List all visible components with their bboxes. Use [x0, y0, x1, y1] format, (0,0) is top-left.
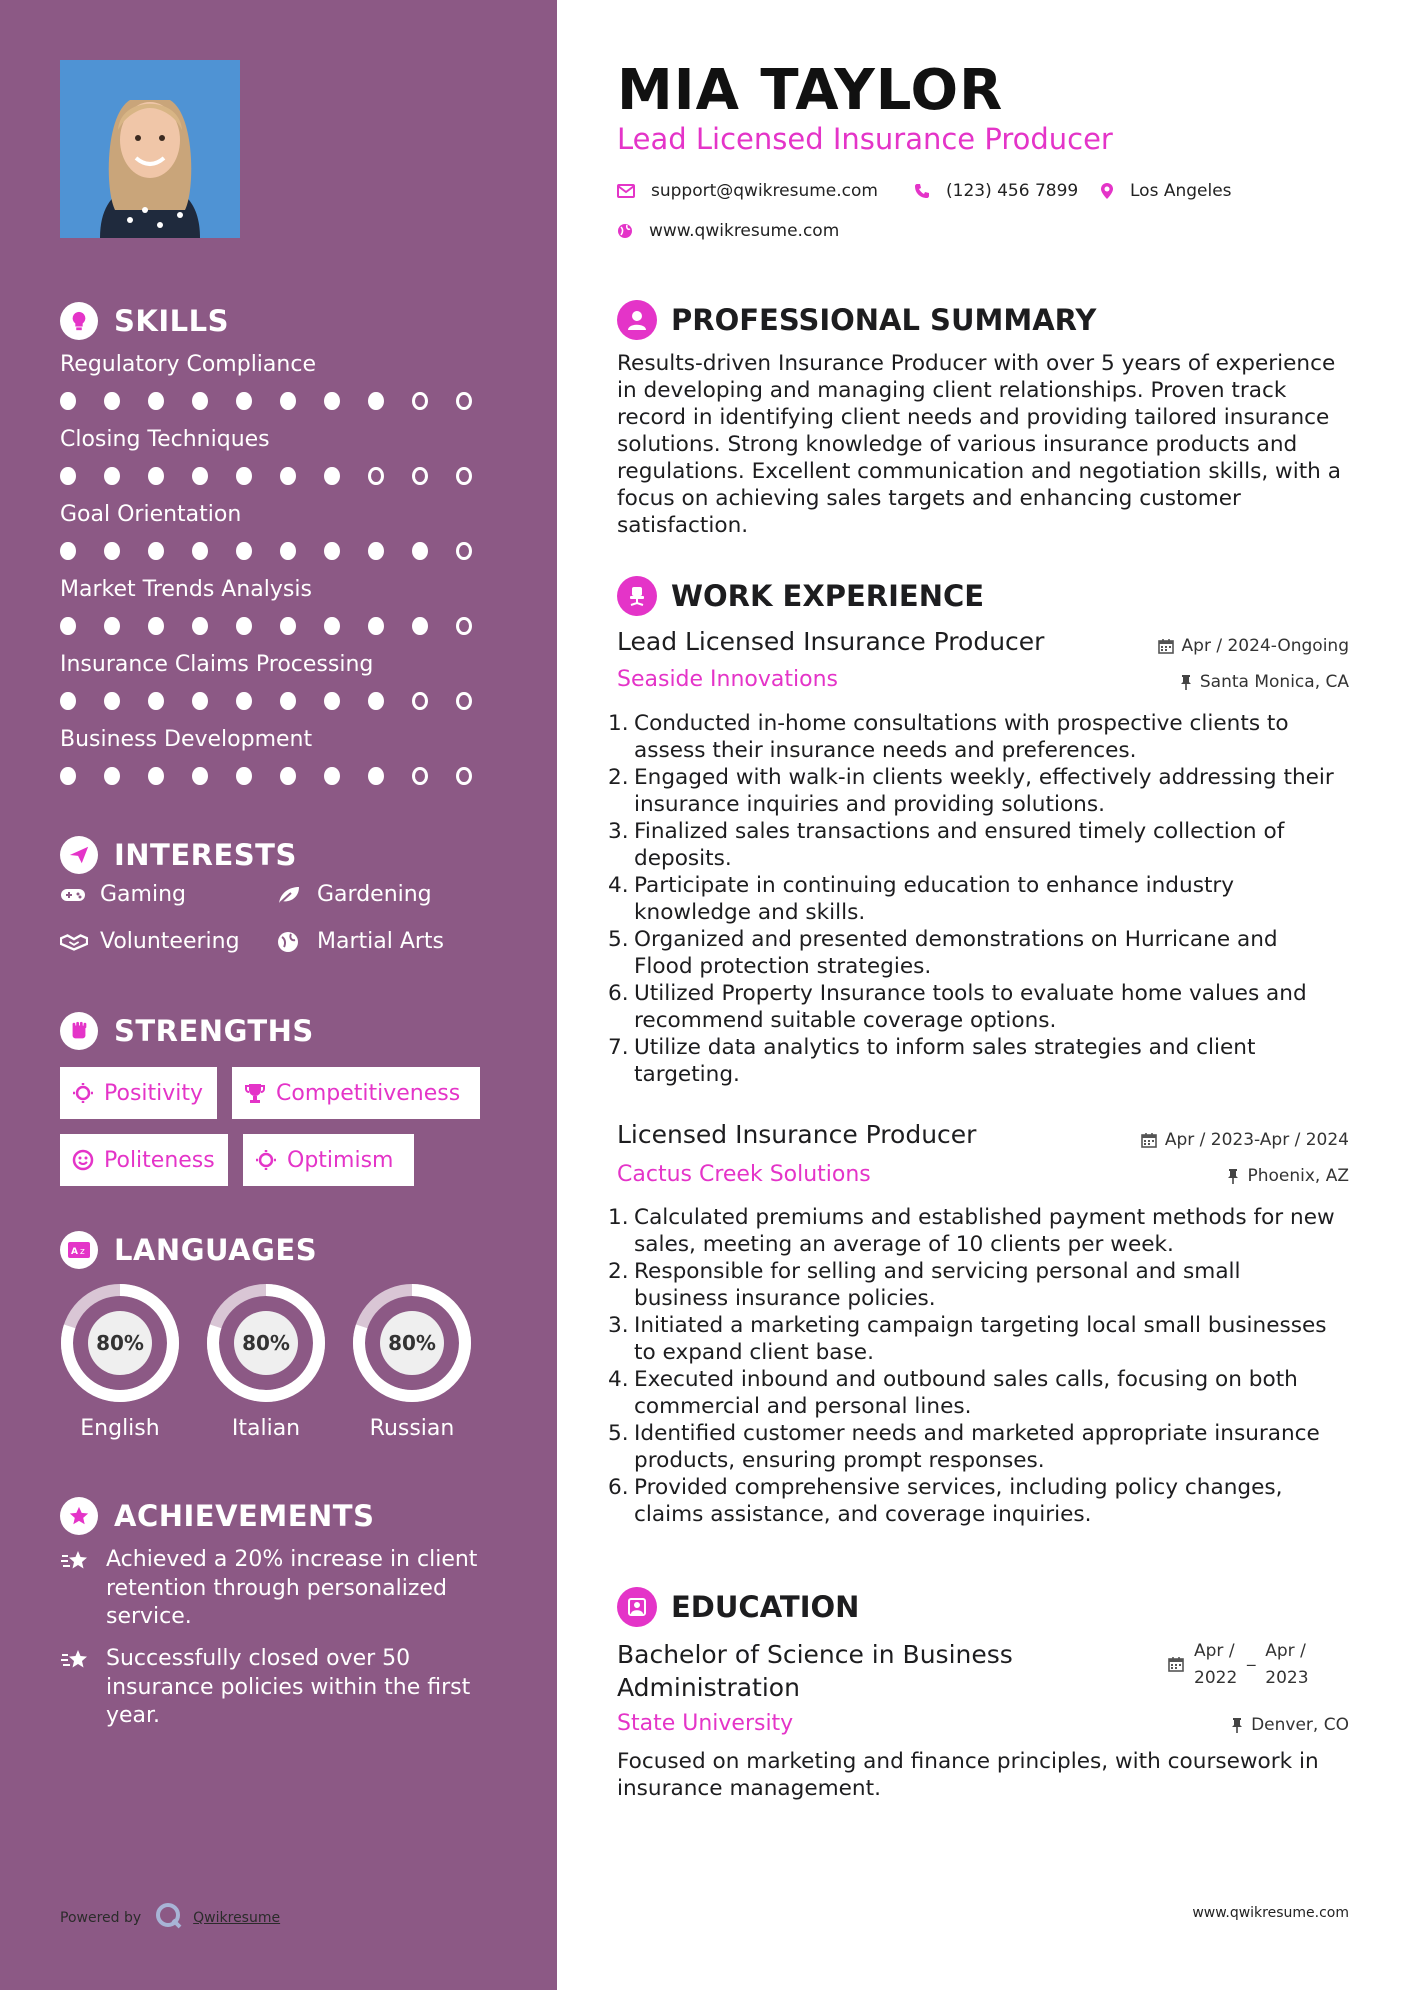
rating-dot-filled [236, 467, 252, 485]
bullet-text: Responsible for selling and servicing personal and small business insurance policies. [634, 1259, 1241, 1311]
job-bullet [608, 1258, 1338, 1312]
skill-item [60, 352, 500, 410]
bullet-text: Conducted in-home consultations with prospective clients to assess their insurance needs and preferences. [634, 711, 1289, 763]
graduate-icon [617, 1587, 657, 1627]
user-icon [617, 300, 657, 340]
rating-dot-filled [60, 767, 76, 785]
achievement-item [60, 1546, 500, 1632]
language-name: Russian [369, 1416, 455, 1441]
bullet-number: 6. [608, 1475, 629, 1500]
lightbulb-icon [60, 302, 98, 340]
rating-dot-filled [280, 617, 296, 635]
rating-dot-empty [456, 692, 472, 710]
rating-dot-filled [104, 392, 120, 410]
interest-label: Gaming [100, 882, 186, 907]
svg-text:A: A [71, 1247, 78, 1257]
paper-plane-icon [60, 836, 98, 874]
rating-dot-empty [412, 392, 428, 410]
rating-dot-empty [412, 467, 428, 485]
degree-title: Bachelor of Science in Business Administration [617, 1640, 1013, 1702]
rating-dot-empty [368, 467, 384, 485]
bullet-number: 6. [608, 981, 629, 1006]
rating-dot-filled [192, 392, 208, 410]
summary-heading-text: PROFESSIONAL SUMMARY [671, 303, 1097, 337]
rating-dot-filled [60, 617, 76, 635]
job-location [1227, 1166, 1349, 1186]
skill-name: Insurance Claims Processing [60, 652, 374, 677]
skill-name: Goal Orientation [60, 502, 242, 527]
date-separator: _ [1247, 1647, 1256, 1667]
summary-heading [617, 300, 1096, 340]
rating-dot-empty [456, 542, 472, 560]
rating-dot-filled [148, 617, 164, 635]
shooting-star-icon [60, 1548, 94, 1632]
job-bullet [608, 764, 1338, 818]
bullet-text: Engaged with walk-in clients weekly, effectively addressing their insurance inquiries and providing solutions. [634, 765, 1334, 817]
school-location-text: Denver, CO [1251, 1715, 1349, 1735]
language-name: Italian [231, 1416, 301, 1441]
rating-dot-filled [280, 392, 296, 410]
rating-dot-filled [60, 467, 76, 485]
skill-rating [60, 692, 500, 710]
bullet-number: 2. [608, 765, 629, 790]
rating-dot-filled [324, 392, 340, 410]
language-gauge [203, 1280, 329, 1406]
job-title: Licensed Insurance Producer [617, 1120, 977, 1149]
bullet-number: 3. [608, 1313, 629, 1338]
bullet-text: Utilized Property Insurance tools to evaluate home values and recommend suitable coverage options. [634, 981, 1307, 1033]
rating-dot-filled [236, 692, 252, 710]
trophy-icon [244, 1082, 266, 1104]
rating-dot-empty [456, 617, 472, 635]
job-bullet [608, 1204, 1338, 1258]
skill-item [60, 652, 500, 710]
rating-dot-filled [148, 692, 164, 710]
education-start-year: 2022 [1194, 1668, 1238, 1688]
bullet-number: 5. [608, 927, 629, 952]
job-title: Lead Licensed Insurance Producer [617, 627, 1045, 656]
qwikresume-logo-icon [155, 1902, 183, 1934]
envelope-icon [617, 184, 635, 198]
skill-name: Regulatory Compliance [60, 352, 316, 377]
bullet-text: Executed inbound and outbound sales calls, focusing on both commercial and personal lines. [634, 1367, 1298, 1419]
achievements-heading-text: ACHIEVEMENTS [114, 1499, 375, 1533]
globe-icon [277, 931, 305, 953]
rating-dot-empty [456, 467, 472, 485]
job-bullet [608, 926, 1338, 980]
rating-dot-filled [104, 617, 120, 635]
skills-heading [60, 302, 229, 340]
gamepad-icon [60, 884, 88, 906]
strength-positivity [60, 1067, 217, 1119]
job-bullet [608, 818, 1338, 872]
rating-dot-filled [236, 617, 252, 635]
bullet-number: 2. [608, 1259, 629, 1284]
sun-icon [72, 1082, 94, 1104]
phone-icon [914, 183, 930, 199]
rating-dot-filled [104, 692, 120, 710]
powered-by [60, 1902, 280, 1934]
skill-rating [60, 467, 500, 485]
calendar-icon [1158, 638, 1174, 654]
office-chair-icon [617, 576, 657, 616]
bullet-text: Initiated a marketing campaign targeting local small businesses to expand client base. [634, 1313, 1327, 1365]
language-item [203, 1280, 329, 1441]
job-bullet [608, 980, 1338, 1034]
job-bullet [608, 1312, 1338, 1366]
skill-name: Market Trends Analysis [60, 577, 312, 602]
education-start [1194, 1638, 1237, 1692]
bullet-number: 4. [608, 873, 629, 898]
experience-heading [617, 576, 984, 616]
language-percent: 80% [380, 1311, 444, 1375]
pushpin-icon [1231, 1717, 1243, 1733]
bullet-text: Calculated premiums and established payment methods for new sales, meeting an average of 10 clients per week. [634, 1205, 1335, 1257]
rating-dot-empty [412, 692, 428, 710]
language-percent: 80% [234, 1311, 298, 1375]
language-percent: 80% [88, 1311, 152, 1375]
bullet-number: 1. [608, 1205, 629, 1230]
rating-dot-filled [60, 542, 76, 560]
rating-dot-filled [192, 767, 208, 785]
language-gauge [57, 1280, 183, 1406]
bullet-number: 1. [608, 711, 629, 736]
skill-item [60, 427, 500, 485]
rating-dot-filled [236, 542, 252, 560]
interest-volunteering [60, 929, 240, 954]
candidate-title: Lead Licensed Insurance Producer [617, 122, 1113, 156]
rating-dot-filled [368, 392, 384, 410]
rating-dot-filled [148, 392, 164, 410]
strength-optimism [243, 1134, 414, 1186]
achievement-text: Successfully closed over 50 insurance policies within the first year. [106, 1646, 471, 1728]
rating-dot-filled [368, 692, 384, 710]
rating-dot-filled [412, 542, 428, 560]
rating-dot-filled [280, 542, 296, 560]
qwikresume-link[interactable]: Qwikresume [193, 1910, 281, 1926]
experience-heading-text: WORK EXPERIENCE [671, 579, 985, 613]
bullet-number: 5. [608, 1421, 629, 1446]
interest-label: Gardening [317, 882, 432, 907]
education-end-month: Apr / [1265, 1641, 1306, 1661]
interest-label: Martial Arts [317, 929, 445, 954]
job-dates [1158, 636, 1349, 656]
rating-dot-filled [192, 617, 208, 635]
bullet-text: Finalized sales transactions and ensured timely collection of deposits. [634, 819, 1285, 871]
skill-rating [60, 617, 500, 635]
strength-politeness [60, 1134, 228, 1186]
job-location-text: Santa Monica, CA [1199, 672, 1349, 692]
education-heading [617, 1587, 859, 1627]
skill-rating [60, 542, 500, 560]
strengths-heading-text: STRENGTHS [114, 1014, 314, 1048]
shooting-star-icon [60, 1647, 94, 1731]
fist-icon [60, 1012, 98, 1050]
rating-dot-filled [60, 692, 76, 710]
job-bullets [608, 710, 1338, 1088]
job-location-text: Phoenix, AZ [1247, 1166, 1349, 1186]
education-description: Focused on marketing and finance principles, with coursework in insurance management. [617, 1749, 1319, 1801]
rating-dot-filled [412, 617, 428, 635]
language-gauge [349, 1280, 475, 1406]
globe-icon [617, 223, 633, 239]
skill-name: Closing Techniques [60, 427, 270, 452]
website-text: www.qwikresume.com [649, 221, 840, 241]
rating-dot-empty [412, 767, 428, 785]
interest-label: Volunteering [100, 929, 240, 954]
rating-dot-filled [280, 767, 296, 785]
bullet-text: Identified customer needs and marketed appropriate insurance products, ensuring prompt responses. [634, 1421, 1320, 1473]
skill-rating [60, 767, 500, 785]
pushpin-icon [1180, 674, 1192, 690]
rating-dot-empty [456, 767, 472, 785]
pushpin-icon [1227, 1168, 1239, 1184]
bullet-number: 3. [608, 819, 629, 844]
education-dates [1168, 1638, 1309, 1692]
job-bullet [608, 710, 1338, 764]
job-bullet [608, 1474, 1338, 1528]
smile-icon [72, 1149, 94, 1171]
education-start-month: Apr / [1194, 1641, 1235, 1661]
phone-text: (123) 456 7899 [946, 181, 1079, 201]
strength-competitiveness [232, 1067, 480, 1119]
language-item [349, 1280, 475, 1441]
bullet-text: Participate in continuing education to enhance industry knowledge and skills. [634, 873, 1235, 925]
rating-dot-filled [60, 392, 76, 410]
location-text: Los Angeles [1130, 181, 1232, 201]
rating-dot-filled [280, 467, 296, 485]
skill-item [60, 727, 500, 785]
job-bullet [608, 1366, 1338, 1420]
job-bullets [608, 1204, 1338, 1528]
email-text: support@qwikresume.com [651, 181, 878, 201]
interest-gaming [60, 882, 186, 907]
rating-dot-filled [148, 767, 164, 785]
interest-martial-arts [277, 929, 444, 954]
rating-dot-filled [324, 767, 340, 785]
language-item [57, 1280, 183, 1441]
skill-rating [60, 392, 500, 410]
contact-website[interactable] [617, 221, 839, 241]
rating-dot-filled [192, 692, 208, 710]
svg-text:z: z [80, 1247, 85, 1257]
job-dates-text: Apr / 2024-Ongoing [1181, 636, 1349, 656]
skills-heading-text: SKILLS [114, 304, 229, 338]
rating-dot-filled [324, 542, 340, 560]
job-bullet [608, 872, 1338, 926]
achievements-heading [60, 1497, 374, 1535]
strength-label: Optimism [287, 1147, 394, 1173]
school-name: State University [617, 1711, 794, 1736]
company-name: Seaside Innovations [617, 667, 838, 692]
languages-heading-text: LANGUAGES [114, 1233, 318, 1267]
job-location [1180, 672, 1349, 692]
sidebar [0, 0, 557, 1990]
rating-dot-filled [192, 542, 208, 560]
interests-heading-text: INTERESTS [114, 838, 297, 872]
rating-dot-filled [324, 692, 340, 710]
bullet-number: 4. [608, 1367, 629, 1392]
job-bullet [608, 1034, 1338, 1088]
strength-label: Positivity [104, 1080, 204, 1106]
job-dates [1141, 1130, 1349, 1150]
language-name: English [80, 1416, 160, 1441]
education-end [1265, 1638, 1308, 1692]
rating-dot-filled [104, 767, 120, 785]
company-name: Cactus Creek Solutions [617, 1162, 871, 1187]
calendar-icon [1168, 1656, 1184, 1692]
contact-location [1100, 181, 1232, 201]
bullet-number: 7. [608, 1035, 629, 1060]
rating-dot-filled [368, 617, 384, 635]
rating-dot-filled [148, 542, 164, 560]
interests-heading [60, 836, 297, 874]
strength-label: Politeness [104, 1147, 215, 1173]
rating-dot-filled [324, 467, 340, 485]
contact-email[interactable] [617, 181, 878, 201]
rating-dot-empty [456, 392, 472, 410]
leaf-icon [277, 884, 305, 906]
powered-by-label: Powered by [60, 1910, 142, 1926]
skill-item [60, 502, 500, 560]
rating-dot-filled [148, 467, 164, 485]
translate-icon [60, 1231, 98, 1269]
rating-dot-filled [368, 542, 384, 560]
rating-dot-filled [236, 767, 252, 785]
bullet-text: Utilize data analytics to inform sales strategies and client targeting. [634, 1035, 1256, 1087]
star-badge-icon [60, 1497, 98, 1535]
sun-icon [255, 1149, 277, 1171]
skill-name: Business Development [60, 727, 313, 752]
job-bullet [608, 1420, 1338, 1474]
profile-photo [60, 60, 240, 238]
map-pin-icon [1100, 182, 1114, 200]
rating-dot-filled [104, 542, 120, 560]
rating-dot-filled [192, 467, 208, 485]
rating-dot-filled [104, 467, 120, 485]
languages-heading [60, 1231, 317, 1269]
bullet-text: Provided comprehensive services, including policy changes, claims assistance, and coverage inquiries. [634, 1475, 1283, 1527]
strength-label: Competitiveness [276, 1080, 461, 1106]
rating-dot-filled [280, 692, 296, 710]
calendar-icon [1141, 1132, 1157, 1148]
interest-gardening [277, 882, 432, 907]
achievement-item [60, 1645, 500, 1731]
contact-phone[interactable] [914, 181, 1078, 201]
strengths-heading [60, 1012, 314, 1050]
summary-text: Results-driven Insurance Producer with over 5 years of experience in developing and managing client relationships. Proven track record in identifying client needs and providing tailored insurance solutions. Strong knowledge of various insurance products and regulations. Excellent communication and negotiation skills, with a focus on achieving sales targets and enhancing customer satisfaction. [617, 351, 1341, 538]
rating-dot-filled [368, 767, 384, 785]
job-dates-text: Apr / 2023-Apr / 2024 [1164, 1130, 1349, 1150]
education-end-year: 2023 [1265, 1668, 1309, 1688]
skill-item [60, 577, 500, 635]
rating-dot-filled [236, 392, 252, 410]
footer-website[interactable]: www.qwikresume.com [1192, 1905, 1349, 1921]
rating-dot-filled [324, 617, 340, 635]
education-heading-text: EDUCATION [671, 1590, 860, 1624]
bullet-text: Organized and presented demonstrations on Hurricane and Flood protection strategies. [634, 927, 1278, 979]
achievement-text: Achieved a 20% increase in client retention through personalized service. [106, 1547, 478, 1629]
candidate-name: MIA TAYLOR [617, 58, 1004, 123]
handshake-icon [60, 931, 88, 953]
school-location [1231, 1715, 1349, 1735]
